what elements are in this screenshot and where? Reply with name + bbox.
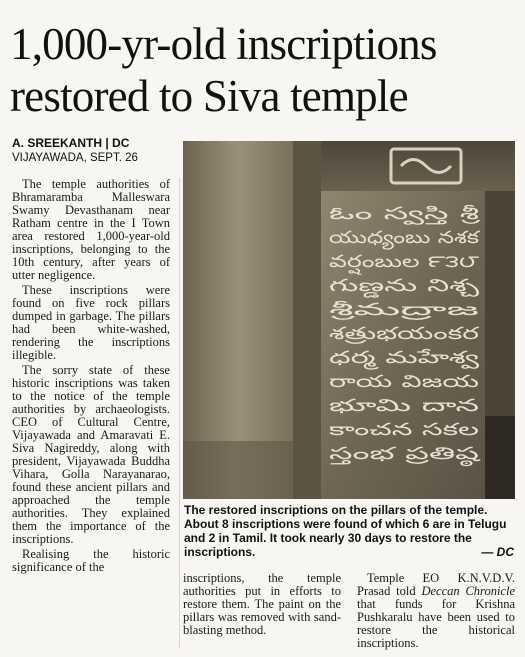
- caption-text: The restored inscriptions on the pillars of the temple. About 8 inscriptions were found of which 6 are in Telugu and 2 in Tamil. It took nearly 30 days to restore the inscriptions.: [184, 503, 507, 559]
- inscription-text: [329, 204, 483, 467]
- paragraph-2: These inscriptions were found on five rock pillars dumped in garbage. The pillars had been white-washed, rendering the inscriptions illegible.: [12, 283, 170, 362]
- inscription-line: యుధ్యంబు నశక: [329, 228, 439, 248]
- byline: A. SREEKANTH | DC: [12, 136, 130, 150]
- photo-caption: [184, 503, 514, 559]
- column-divider: [179, 178, 180, 648]
- inscription-line: రాయ విజయ: [329, 372, 480, 392]
- publication-name: Deccan Chronicle: [421, 584, 515, 598]
- inscription-line: కాంచన సకల: [329, 420, 479, 440]
- inscription-line: స్తంభ ప్రతిష్ఠ: [329, 444, 406, 464]
- inscription-line: భూమి దాన: [329, 396, 480, 416]
- paragraph-4: Realising the historic significance of the: [12, 547, 170, 574]
- inscription-line: ధర్మ మహేశ్వ: [329, 348, 413, 368]
- paragraph-5-start: Temple EO K.N.V.D.V. Prasad told: [357, 571, 515, 598]
- article-column-3: [357, 572, 515, 650]
- headline-line-2: restored to Siva temple: [10, 71, 408, 121]
- paragraph-3: The sorry state of these historic inscriptions was taken to the notice of the temple authorities by archaeologists. CEO of Cultural Centre, Vijayawada and Amaravati E. Siva Nagireddy, along with president, Vijayawada Buddha Vihara, Golla Narayanarao, found these ancient pillars and approached the temple authorities. They explained them the importance of the inscriptions.: [12, 363, 170, 546]
- inscription-line: గుణ్డను నిశ్చ: [329, 276, 411, 296]
- inscription-photo: [183, 141, 515, 499]
- dateline: VIJAYAWADA, SEPT. 26: [12, 152, 138, 164]
- headline: [10, 18, 515, 122]
- paragraph-5-end: that funds for Krishna Pushkaralu have been used to restore the historical inscriptions.: [357, 597, 515, 650]
- article-column-2: [183, 572, 341, 637]
- caption-credit: — DC: [481, 545, 514, 559]
- headline-line-1: 1,000-yr-old inscriptions: [10, 19, 437, 69]
- inscription-line: వర్షంబుల ౯౩౮: [329, 252, 431, 272]
- pillar-inscription-image: [183, 141, 515, 499]
- paragraph-4-continued: inscriptions, the temple authorities put in efforts to restore them. The paint on the pillars was removed with sand-blasting method.: [183, 571, 341, 637]
- inscription-line: శ్రీమద్రాజ: [329, 300, 479, 320]
- article-column-1: [12, 178, 170, 576]
- inscription-line: శత్రుభయంకర: [329, 324, 481, 344]
- paragraph-5: [357, 572, 515, 650]
- paragraph-1: The temple authorities of Bhramaramba Malleswara Swamy Devasthanam near Ratham centre in the I Town area restored 1,000-year-old inscriptions, belonging to the 10th century, after years of utter negligence.: [12, 177, 170, 282]
- inscription-line: ఓం స్వస్తి శ్రీ: [329, 204, 402, 224]
